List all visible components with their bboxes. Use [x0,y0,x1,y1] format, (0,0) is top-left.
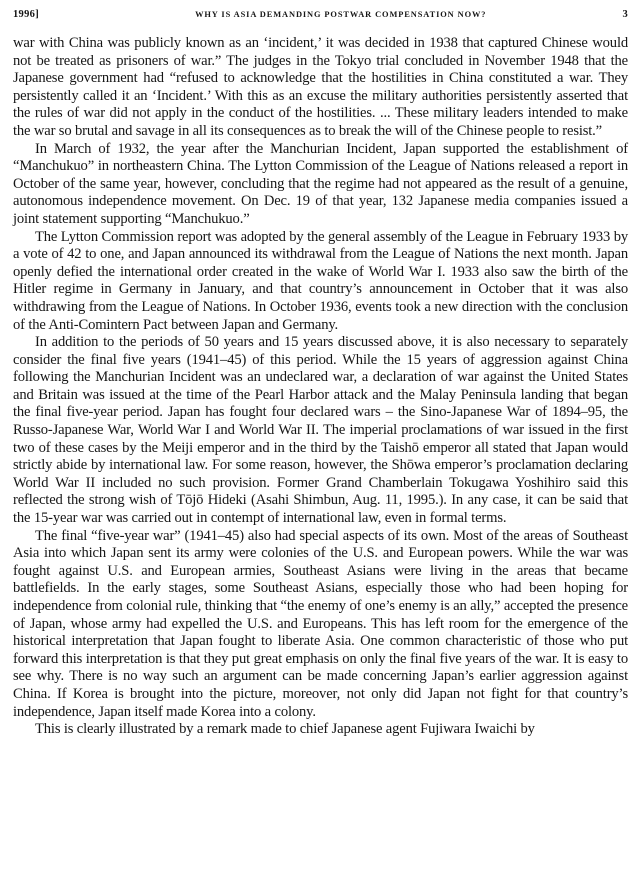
body-text [13,35,628,739]
running-header [13,9,628,35]
paragraph-6: This is clearly illustrated by a remark made to chief Japanese agent Fujiwara Iwaichi by [35,721,535,738]
paragraph-2: In March of 1932, the year after the Manchurian Incident, Japan supported the establishment of “Manchukuo” in northeastern China. The Lytton Commission of the League of Nations released a report in October of the same year, however, concluding that the regime had not appeared as the result of a genuine, autonomous independence movement. On Dec. 19 of that year, 132 Japanese media companies issued a joint statement supporting “Manchukuo.” [13,140,628,227]
header-title: WHY IS ASIA DEMANDING POSTWAR COMPENSATION NOW? [195,10,487,19]
paragraph-4: In addition to the periods of 50 years and 15 years discussed above, it is also necessary to separately consider the final five years (1941–45) of this period. While the 15 years of aggression against China following the Manchurian Incident was an undeclared war, a declaration of war against the United States and Britain was issued at the time of the Pearl Harbor attack and the Malay Peninsula landing that began the final five-year period. Japan has fought four declared wars – the Sino-Japanese War of 1894–95, the Russo-Japanese War, World War I and World War II. The imperial proclamations of war issued in the first two of these cases by the Meiji emperor and in the third by the Taishō emperor all stated that Japan would strictly abide by international law. For some reason, however, the Shōwa emperor’s proclamation declaring World War II included no such provision. Former Grand Chamberlain Tokugawa Yoshihiro said this reflected the strong wish of Tōjō Hideki (Asahi Shimbun, Aug. 11, 1995.). In any case, it can be said that the 15-year war was carried out in contempt of international law, even in formal terms. [13,334,628,527]
paragraph-1: war with China was publicly known as an ‘incident,’ it was decided in 1938 that captured Chinese would not be treated as prisoners of war.” The judges in the Tokyo trial concluded in November 1948 that the Japanese government had “refused to acknowledge that the hostilities in China constituted a war. They persistently called it an ‘Incident.’ With this as an excuse the military authorities persistently asserted that the rules of war did not apply in the conduct of the hostilities. ... These military leaders intended to make the war so brutal and savage in all its consequences as to break the will of the Chinese people to resist.” [13,35,628,139]
paragraph-3: The Lytton Commission report was adopted by the general assembly of the League in February 1933 by a vote of 42 to one, and Japan announced its withdrawal from the League of Nations the next month. Japan openly defied the international order created in the wake of World War I. 1933 also saw the birth of the Hitler regime in Germany in January, and that country’s announcement in October that it was also withdrawing from the League of Nations. In October 1936, events took a new direction with the conclusion of the Anti-Comintern Pact between Japan and Germany. [13,228,628,333]
header-year: 1996] [13,9,39,20]
page-number: 3 [622,9,628,20]
paragraph-5: The final “five-year war” (1941–45) also had special aspects of its own. Most of the areas of Southeast Asia into which Japan sent its army were colonies of the U.S. and European powers. While the war was fought against U.S. and European armies, Southeast Asians were living in the areas that became battlefields. In the early stages, some Southeast Asians, especially those who had been hoping for independence from colonial rule, thinking that “the enemy of one’s enemy is an ally,” accepted the presence of Japan, whose army had expelled the U.S. and Europeans. This has left room for the emergence of the historical interpretation that Japan fought to liberate Asia. One common characteristic of those who put forward this interpretation is that they put great emphasis on only the final five years of the war. It is easy to see why. There is no way such an argument can be made concerning Japan’s earlier aggression against China. If Korea is brought into the picture, moreover, not only did Japan not fight for that country’s independence, Japan itself made Korea into a colony. [13,527,628,720]
